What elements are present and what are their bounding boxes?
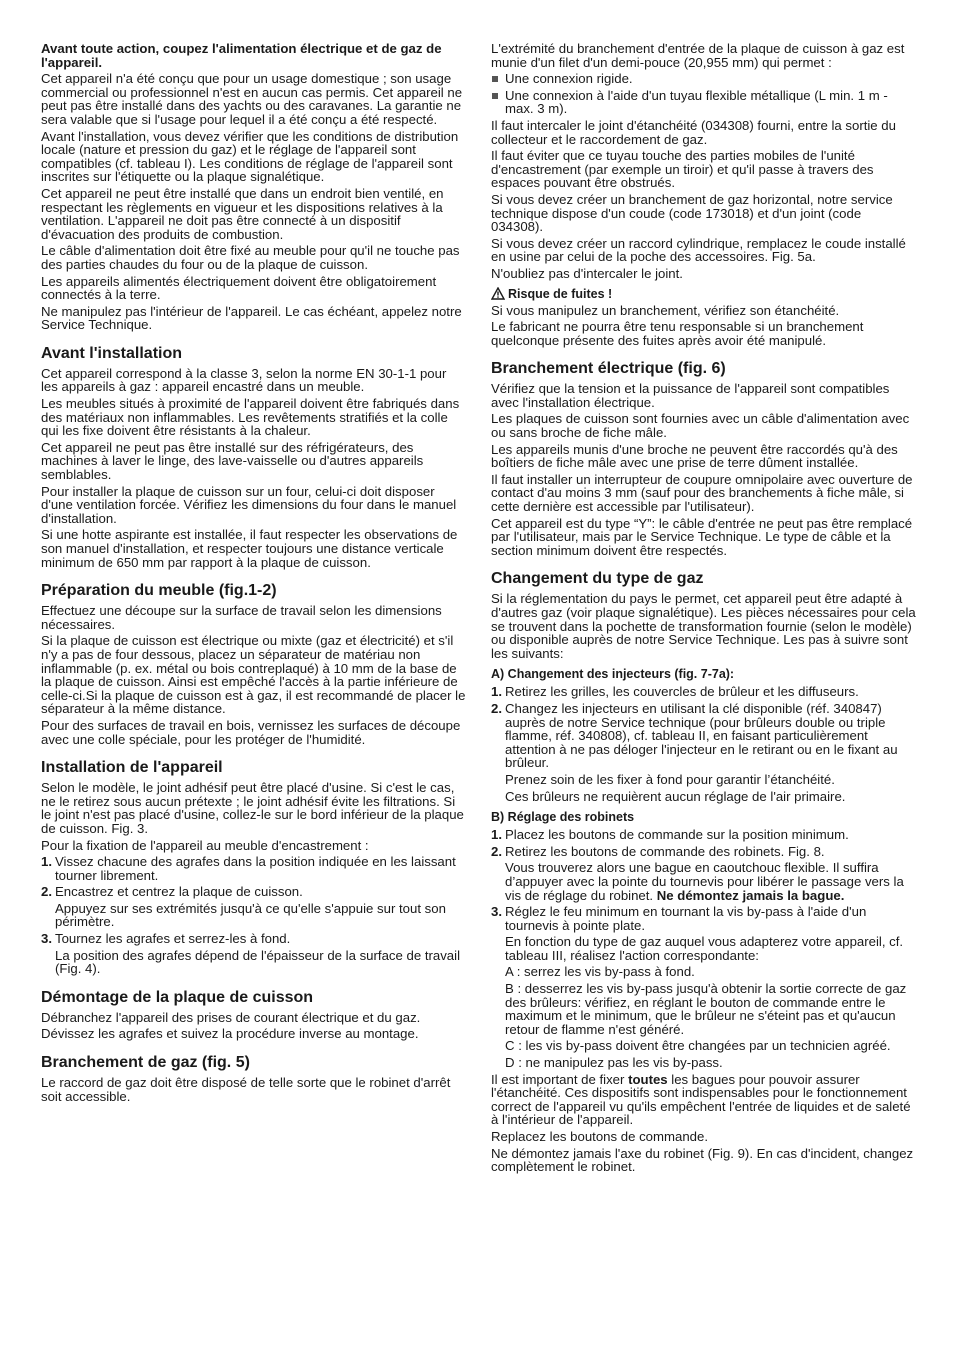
intro-paragraph: Avant l'installation, vous devez vérifier que les conditions de distribution locale (nature et pression du gaz) et le réglage de l'appareil sont compatibles (cf. tableau I). Les conditions de réglage de l'appareil sont inscrites sur l'étiquette ou la plaque signalétique. bbox=[41, 128, 459, 185]
step-subtext: La position des agrafes dépend de l'épaisseur de la surface de travail (Fig. 4). bbox=[55, 947, 461, 977]
intro-paragraph: Les appareils alimentés électriquement doivent être obligatoirement connectés à la terre. bbox=[41, 273, 437, 303]
paragraph: Si vous devez créer un raccord cylindrique, remplacez le coude installé en usine par celui de la poche des accessoires. Fig. 5a. bbox=[491, 235, 906, 265]
paragraph: Si vous manipulez un branchement, vérifiez son étanchéité. bbox=[491, 302, 840, 318]
step-subtext: B : desserrez les vis by-pass jusqu'à obtenir la sortie correcte de gaz des brûleurs: vérifiez, en réglant le bouton de commande entre le maximum et le minimum, que le brûleur ne s'éteint pas et qu'aucun retour de flamme n'est généré. bbox=[505, 981, 907, 1037]
paragraph: Le raccord de gaz doit être disposé de telle sorte que le robinet d'arrêt soit accessible. bbox=[41, 1075, 451, 1104]
step-item bbox=[491, 845, 916, 859]
section-heading-avant: Avant l'installation bbox=[41, 344, 183, 362]
subsection-heading-robinets: B) Réglage des robinets bbox=[491, 810, 635, 825]
paragraph: Cet appareil ne peut pas être installé sur des réfrigérateurs, des machines à laver le linge, des lave-vaisselle ou d'autres appareils semblables. bbox=[41, 439, 424, 483]
paragraph: Il faut éviter que ce tuyau touche des parties mobiles de l'unité d'encastrement (par exemple un tiroir) et qu'il passe à travers des espaces pouvant être obstrués. bbox=[491, 148, 874, 191]
text-run: les bagues pour pouvoir assurer l'étanchéité. Ces dispositifs sont indispensables pour le fonctionnement correct de l'appareil vu qu'ils empêchent l'entrée de liquides et de saleté à l'intérieur de l'appareil. bbox=[491, 1071, 911, 1128]
intro-paragraph: Cet appareil n'a été conçu que pour un usage domestique ; son usage commercial ou professionnel n'est en aucun cas permis. Cet appareil ne peut pas être installé dans des yachts ou des caravanes. La garantie ne sera valable que si l'usage pour lequel il a été conçu a été respecté. bbox=[41, 71, 463, 127]
step-number: 2. bbox=[491, 843, 502, 859]
paragraph: Cet appareil est du type “Y”: le câble d'entrée ne peut pas être remplacé par l'utilisateur, mais par le Service Technique. Le type de câble et la section minimum doivent être respectés. bbox=[491, 515, 913, 558]
step-number: 2. bbox=[41, 884, 52, 900]
step-text: Vissez chacune des agrafes dans la position indiquée en les laissant tourner librement. bbox=[55, 854, 456, 883]
step-subtext: En fonction du type de gaz auquel vous adapterez votre appareil, cf. tableau III, réalisez l'action correspondante: bbox=[505, 934, 904, 963]
intro-paragraph: Cet appareil ne peut être installé que dans un endroit bien ventilé, en respectant les règlements en vigueur et les dispositions relatives à la ventilation. L'appareil ne doit pas être connecté à un dispositif d'évacuation des produits de combustion. bbox=[41, 185, 444, 242]
step-item bbox=[491, 828, 916, 842]
subsection-heading-injecteurs: A) Changement des injecteurs (fig. 7-7a): bbox=[491, 667, 735, 682]
warning-heading bbox=[491, 287, 916, 301]
step-subtext: C : les vis by-pass doivent être changées par un technicien agréé. bbox=[505, 1038, 891, 1054]
paragraph: Si la réglementation du pays le permet, cet appareil peut être adapté à d'autres gaz (voir plaque signalétique). Les pièces nécessaires pour cela se trouvent dans la pochette de transformation fournie (selon le modèle) ou disponible auprès de notre Service Technique. Les pas à suivre sont les suivants: bbox=[491, 591, 916, 661]
step-text: Retirez les grilles, les couvercles de brûleur et les diffuseurs. bbox=[505, 684, 859, 700]
paragraph: Cet appareil correspond à la classe 3, selon la norme EN 30-1-1 pour les appareils à gaz : appareil encastré dans un meuble. bbox=[41, 365, 447, 395]
step-subtext: Appuyez sur ses extrémités jusqu'à ce qu'elle s'appuie sur tout son périmètre. bbox=[55, 900, 446, 930]
warning-triangle-icon bbox=[491, 287, 505, 300]
step-item bbox=[41, 855, 466, 882]
warning-label: Risque de fuites ! bbox=[508, 286, 613, 301]
step-item bbox=[491, 685, 916, 699]
step-text: Tournez les agrafes et serrez-les à fond. bbox=[55, 931, 291, 947]
step-text: Placez les boutons de commande sur la position minimum. bbox=[505, 827, 849, 843]
section-heading-electrique: Branchement électrique (fig. 6) bbox=[491, 360, 726, 378]
paragraph: Les plaques de cuisson sont fournies avec un câble d'alimentation avec ou sans broche de fiche mâle. bbox=[491, 411, 910, 441]
paragraph bbox=[491, 1073, 916, 1127]
section-heading-preparation: Préparation du meuble (fig.1-2) bbox=[41, 582, 277, 600]
step-text: Changez les injecteurs en utilisant la clé disponible (réf. 340847) auprès de notre Service technique (pour brûleurs double ou triple flamme, réf. 340808), cf. tableau II, en faisant particulièrement attention à ne pas déloger l'injecteur en le retirant ou en le fixant au brûleur. bbox=[505, 700, 898, 771]
step-subtext: A : serrez les vis by-pass à fond. bbox=[505, 964, 695, 980]
text-run-bold: toutes bbox=[628, 1071, 668, 1087]
section-heading-demontage: Démontage de la plaque de cuisson bbox=[41, 988, 314, 1006]
paragraph: Les appareils munis d'une broche ne peuvent être raccordés qu'à des boîtiers de fiche mâle avec une prise de terre dûment installée. bbox=[491, 441, 898, 471]
step-text: Encastrez et centrez la plaque de cuisson. bbox=[55, 884, 303, 900]
section-heading-installation: Installation de l'appareil bbox=[41, 759, 223, 777]
step-item bbox=[41, 932, 466, 946]
paragraph: Il faut installer un interrupteur de coupure omnipolaire avec ouverture de contact d'au moins 3 mm (sauf pour des branchements à fiche mâle, si cette dernière est accessible par l'utilisateur). bbox=[491, 471, 913, 515]
paragraph: Les meubles situés à proximité de l'appareil doivent être fabriqués dans des matériaux non inflammables. Les revêtements stratifiés et la colle qui les fixe doivent être résistants à la chaleur. bbox=[41, 396, 460, 439]
step-item bbox=[491, 905, 916, 932]
paragraph: Vérifiez que la tension et la puissance de l'appareil sont compatibles avec l'installation électrique. bbox=[491, 381, 890, 410]
step-number: 1. bbox=[41, 854, 52, 870]
step-text: Retirez les boutons de commande des robinets. Fig. 8. bbox=[505, 843, 825, 859]
paragraph: Pour installer la plaque de cuisson sur un four, celui-ci doit disposer d'une ventilation forcée. Vérifiez les dimensions du four dans le manuel d'installation. bbox=[41, 483, 457, 526]
step-subtext: Ces brûleurs ne requièrent aucun réglage de l'air primaire. bbox=[505, 788, 846, 804]
intro-paragraph: Le câble d'alimentation doit être fixé au meuble pour qu'il ne touche pas des parties chaudes du four ou de la plaque de cuisson. bbox=[41, 243, 460, 272]
paragraph: Débranchez l'appareil des prises de courant électrique et du gaz. bbox=[41, 1009, 421, 1025]
step-number: 3. bbox=[491, 904, 502, 920]
right-column bbox=[491, 42, 916, 1177]
step-subtext bbox=[491, 861, 916, 902]
text-run: Il est important de fixer bbox=[491, 1071, 629, 1087]
step-number: 2. bbox=[491, 700, 502, 716]
step-number: 1. bbox=[491, 684, 502, 700]
section-heading-gaz: Branchement de gaz (fig. 5) bbox=[41, 1054, 250, 1072]
paragraph: Ne démontez jamais l'axe du robinet (Fig. 9). En cas d'incident, changez complètement le robinet. bbox=[491, 1145, 914, 1175]
left-column bbox=[41, 42, 466, 1106]
paragraph: Dévissez les agrafes et suivez la procédure inverse au montage. bbox=[41, 1026, 419, 1042]
paragraph: Si une hotte aspirante est installée, il faut respecter les observations de son manuel d'installation, et respecter toujours une distance verticale minimum de 650 mm par rapport à la plaque de cuisson. bbox=[41, 527, 458, 570]
bullet-item: Une connexion à l'aide d'un tuyau flexible métallique (L min. 1 m - max. 3 m). bbox=[491, 89, 916, 116]
section-heading-changement: Changement du type de gaz bbox=[491, 570, 704, 588]
paragraph: Replacez les boutons de commande. bbox=[491, 1129, 708, 1144]
paragraph: Pour la fixation de l'appareil au meuble d'encastrement : bbox=[41, 837, 369, 853]
intro-paragraph: Ne manipulez pas l'intérieur de l'appareil. Le cas échéant, appelez notre Service Technique. bbox=[41, 303, 462, 333]
step-subtext: Prenez soin de les fixer à fond pour garantir l’étanchéité. bbox=[505, 771, 835, 787]
step-subtext-bold: Ne démontez jamais la bague. bbox=[656, 887, 845, 903]
paragraph: L'extrémité du branchement d'entrée de la plaque de cuisson à gaz est munie d'un filet d'un demi-pouce (20,955 mm) qui permet : bbox=[491, 41, 905, 70]
step-subtext-normal: Vous trouverez alors une bague en caoutchouc flexible. Il suffira d’appuyer avec la pointe du tournevis pour libérer le passage vers la vis de réglage du robinet. bbox=[505, 860, 904, 903]
paragraph: Il faut intercaler le joint d'étanchéité (034308) fourni, entre la sortie du collecteur et le raccordement de gaz. bbox=[491, 117, 896, 147]
step-item bbox=[41, 885, 466, 899]
paragraph: N'oubliez pas d'intercaler le joint. bbox=[491, 265, 683, 281]
paragraph: Pour des surfaces de travail en bois, vernissez les surfaces de découpe avec une colle spéciale, pour les protéger de l'humidité. bbox=[41, 717, 461, 747]
bullet-item: Une connexion rigide. bbox=[491, 72, 916, 86]
paragraph: Effectuez une découpe sur la surface de travail selon les dimensions nécessaires. bbox=[41, 603, 442, 632]
paragraph: Selon le modèle, le joint adhésif peut être placé d'usine. Si c'est le cas, ne le retirez sous aucun prétexte ; le joint adhésif évite les filtrations. Si le joint n'est pas placé d'usine, collez-le sur le bord inférieur de la plaque de cuisson. Fig. 3. bbox=[41, 780, 464, 836]
step-number: 3. bbox=[41, 931, 52, 947]
step-item bbox=[491, 702, 916, 770]
step-text: Réglez le feu minimum en tournant la vis by-pass à l'aide d'un tournevis à pointe plate. bbox=[505, 904, 867, 933]
paragraph: Si la plaque de cuisson est électrique ou mixte (gaz et électricité) et s'il n'y a pas de four dessous, placez un séparateur de matériau non inflammable (p. ex. métal ou bois contreplaqué) à 10 mm de la base de la plaque de cuisson. Ainsi est empêché l'accès à la partie inférieure de celle-ci.Si la plaque de cuisson est à gaz, il est recommandé de placer le séparateur à la même distance. bbox=[41, 633, 466, 717]
intro-warning: Avant toute action, coupez l'alimentation électrique et de gaz de l'appareil. bbox=[41, 41, 442, 70]
paragraph: Si vous devez créer un branchement de gaz horizontal, notre service technique dispose d'un coude (code 173018) et d'un joint (code 034308). bbox=[491, 191, 893, 235]
step-number: 1. bbox=[491, 827, 502, 843]
step-subtext: D : ne manipulez pas les vis by-pass. bbox=[505, 1055, 723, 1071]
paragraph: Le fabricant ne pourra être tenu responsable si un branchement quelconque présente des fuites après avoir été manipulé. bbox=[491, 319, 864, 348]
